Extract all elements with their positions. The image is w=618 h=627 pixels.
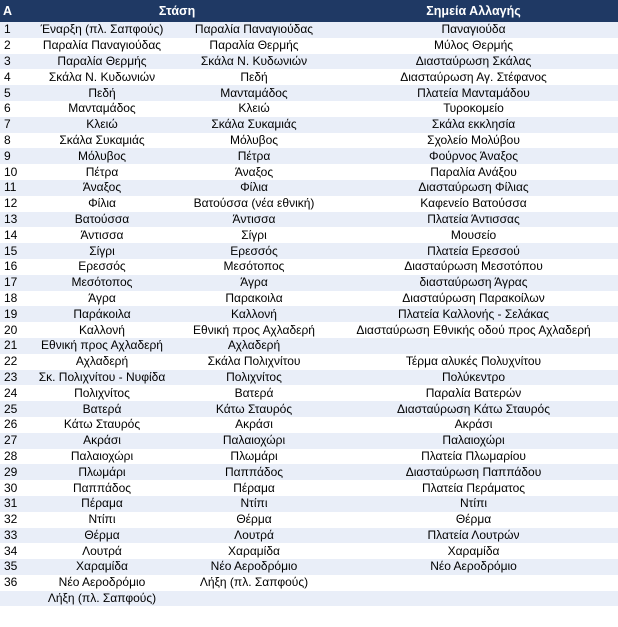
table-row (0, 543, 618, 559)
to-stop-cell[interactable] (179, 606, 329, 622)
to-stop-cell[interactable]: Κάτω Σταυρός (215, 401, 293, 416)
from-stop-cell[interactable]: Σκ. Πολιχνίτου - Νυφίδα (38, 369, 166, 384)
table-row (0, 101, 618, 117)
row-index-cell[interactable]: 24 (4, 385, 18, 400)
table-row (0, 512, 618, 528)
row-index-cell[interactable]: 16 (4, 259, 18, 274)
to-stop-cell[interactable]: Καλλονή (231, 306, 277, 321)
change-point-cell[interactable]: Ντίπι (460, 496, 488, 511)
table-row (0, 85, 618, 101)
table-row (0, 464, 618, 480)
from-stop-cell[interactable]: Πέτρα (85, 164, 119, 179)
table-row (0, 559, 618, 575)
table-row (0, 449, 618, 465)
table-row (0, 385, 618, 401)
row-index-cell[interactable]: 14 (4, 227, 18, 242)
row-index-cell[interactable]: 22 (4, 354, 18, 369)
to-stop-cell[interactable]: Πέτρα (237, 148, 271, 163)
table-row (0, 354, 618, 370)
row-index-cell[interactable]: 2 (4, 38, 11, 53)
change-point-cell[interactable]: Πλατεία Περάματος (421, 480, 526, 495)
row-index-cell[interactable]: 6 (4, 101, 11, 116)
change-point-cell[interactable]: Φούρνος Άναξος (429, 148, 519, 163)
from-stop-cell[interactable]: Μεσότοπος (71, 275, 133, 290)
to-stop-cell[interactable]: Πολιχνίτος (226, 369, 282, 384)
to-stop-cell[interactable]: Κλειώ (238, 101, 270, 116)
from-stop-cell[interactable]: Πλωμάρι (78, 464, 126, 479)
table-row (0, 243, 618, 259)
from-stop-cell[interactable]: Κάτω Σταυρός (63, 417, 141, 432)
to-stop-cell[interactable]: Βατερά (234, 385, 274, 400)
from-stop-cell[interactable]: Παραλία Παναγιούδας (42, 38, 162, 53)
row-index-cell[interactable]: 11 (4, 180, 17, 195)
row-index-cell[interactable]: 35 (4, 559, 18, 574)
to-stop-cell[interactable]: Ντίπι (240, 496, 268, 511)
from-stop-cell[interactable]: Σκάλα Συκαμιάς (59, 132, 145, 147)
row-index-cell[interactable]: 32 (4, 512, 18, 527)
change-point-cell[interactable]: Πλατεία Ερεσσού (427, 243, 520, 258)
header-stop[interactable]: Στάση (25, 0, 329, 22)
from-stop-cell[interactable]: Παραλία Θερμής (57, 53, 147, 68)
table-body (0, 22, 618, 622)
from-stop-cell[interactable]: Ακράσι (83, 433, 121, 448)
change-point-cell[interactable]: Πλατεία Άντισσας (427, 211, 520, 226)
from-stop-cell[interactable]: Εθνική προς Αχλαδερή (41, 338, 163, 353)
to-stop-cell[interactable]: Αχλαδερή (227, 338, 281, 353)
from-stop-cell[interactable]: Θέρμα (84, 527, 120, 542)
table-row (0, 196, 618, 212)
change-point-cell[interactable]: Καφενείο Βατούσσα (420, 196, 527, 211)
from-stop-cell[interactable]: Άναξος (82, 180, 122, 195)
from-stop-cell[interactable]: Μόλυβος (77, 148, 127, 163)
change-point-cell[interactable]: Χαραμίδα (447, 543, 500, 558)
change-point-cell[interactable] (329, 606, 618, 622)
from-stop-cell[interactable]: Λουτρά (82, 543, 122, 558)
row-index-cell[interactable]: 1 (4, 22, 11, 37)
change-point-cell[interactable]: Διασταύρωση Φίλιας (418, 180, 529, 195)
table-row (0, 606, 618, 622)
to-stop-cell[interactable]: Ακράσι (235, 417, 273, 432)
from-stop-cell[interactable]: Ερεσσός (78, 259, 126, 274)
table-row (0, 275, 618, 291)
change-point-cell[interactable] (329, 591, 618, 607)
row-index-cell[interactable]: 26 (4, 417, 18, 432)
table-row (0, 227, 618, 243)
to-stop-cell[interactable]: Ερεσσός (230, 243, 278, 258)
from-stop-cell[interactable]: Πεδή (88, 85, 116, 100)
to-stop-cell[interactable]: Λουτρά (234, 527, 274, 542)
row-index-cell[interactable]: 5 (4, 85, 11, 100)
row-index-cell[interactable]: 9 (4, 148, 11, 163)
header-index[interactable]: Α (0, 0, 25, 22)
change-point-cell[interactable]: Διασταύρωση Κάτω Σταυρός (397, 401, 550, 416)
from-stop-cell[interactable]: Άντισσα (80, 227, 124, 242)
from-stop-cell[interactable]: Πολιχνίτος (74, 385, 130, 400)
change-point-cell[interactable]: Νέο Αεροδρόμιο (430, 559, 517, 574)
change-point-cell[interactable] (329, 575, 618, 591)
row-index-cell[interactable]: 4 (4, 69, 11, 84)
table-row (0, 370, 618, 386)
table-row (0, 69, 618, 85)
table-row (0, 591, 618, 607)
from-stop-cell[interactable]: Αχλαδερή (75, 354, 129, 369)
to-stop-cell[interactable]: Παραλία Θερμής (209, 38, 299, 53)
to-stop-cell[interactable]: Εθνική προς Αχλαδερή (193, 322, 315, 337)
row-index-cell[interactable]: 18 (4, 290, 18, 305)
to-stop-cell[interactable]: Σίγρι (241, 227, 267, 242)
row-index-cell[interactable]: 27 (4, 433, 18, 448)
change-point-cell[interactable]: Διασταύρωση Παππάδου (405, 464, 542, 479)
table-row (0, 54, 618, 70)
to-stop-cell[interactable]: Βατούσσα (νέα εθνική) (193, 196, 315, 211)
change-point-cell[interactable]: Μύλος Θερμής (433, 38, 514, 53)
row-index-cell[interactable]: 36 (4, 575, 18, 590)
to-stop-cell[interactable]: Παππάδος (224, 464, 284, 479)
table-row (0, 212, 618, 228)
row-index-cell[interactable]: 21 (4, 338, 18, 353)
to-stop-cell[interactable]: Άναξος (234, 164, 274, 179)
from-stop-cell[interactable]: Βατούσσα (74, 211, 130, 226)
to-stop-cell[interactable]: Σκάλα Ν. Κυδωνιών (200, 53, 308, 68)
row-index-cell[interactable]: 20 (4, 322, 18, 337)
from-stop-cell[interactable]: Παλαιοχώρι (70, 448, 134, 463)
from-stop-cell[interactable]: Βατερά (82, 401, 122, 416)
change-point-cell[interactable]: Ακράσι (454, 417, 493, 432)
to-stop-cell[interactable]: Θέρμα (236, 512, 272, 527)
change-point-cell[interactable]: διασταύρωση Άγρας (419, 275, 528, 290)
row-index-cell[interactable]: 28 (4, 448, 18, 463)
row-index-cell[interactable]: 10 (4, 164, 18, 179)
row-index-cell[interactable]: 15 (4, 243, 18, 258)
row-index-cell[interactable]: 25 (4, 401, 18, 416)
to-stop-cell[interactable]: Λήξη (πλ. Σαπφούς) (199, 575, 309, 590)
table-row (0, 164, 618, 180)
change-point-cell[interactable]: Πλατεία Λουτρών (427, 527, 520, 542)
row-index-cell[interactable]: 8 (4, 132, 11, 147)
from-stop-cell[interactable]: Σίγρι (89, 243, 115, 258)
from-stop-cell[interactable]: Χαραμίδα (76, 559, 128, 574)
row-index-cell[interactable]: 31 (4, 496, 18, 511)
from-stop-cell[interactable]: Μανταμάδος (68, 101, 136, 116)
change-point-cell[interactable]: Σκάλα εκκλησία (431, 117, 516, 132)
row-index-cell[interactable]: 19 (4, 306, 18, 321)
table-row (0, 401, 618, 417)
from-stop-cell[interactable] (25, 606, 179, 622)
table-row (0, 528, 618, 544)
change-point-cell[interactable]: Παραλία Βατερών (425, 385, 522, 400)
from-stop-cell[interactable]: Άγρα (88, 290, 116, 305)
row-index-cell[interactable]: 13 (4, 211, 18, 226)
change-point-cell[interactable]: Τέρμα αλυκές Πολυχνίτου (405, 354, 542, 369)
table-row (0, 433, 618, 449)
row-index-cell[interactable]: 3 (4, 53, 11, 68)
header-change-points[interactable]: Σημεία Αλλαγής (329, 0, 618, 22)
row-index-cell[interactable]: 34 (4, 543, 18, 558)
table-row (0, 575, 618, 591)
change-point-cell[interactable]: Παλαιοχώρι (442, 433, 505, 448)
row-index-cell[interactable]: 29 (4, 464, 18, 479)
to-stop-cell[interactable]: Χαραμίδα (228, 543, 280, 558)
to-stop-cell[interactable] (179, 591, 329, 607)
from-stop-cell[interactable]: Νέο Αεροδρόμιο (58, 575, 146, 590)
change-point-cell[interactable]: Διασταύρωση Παρακοίλων (402, 290, 545, 305)
row-index-cell[interactable]: 33 (4, 527, 18, 542)
from-stop-cell[interactable]: Παππάδος (72, 480, 132, 495)
change-point-cell[interactable]: Διασταύρωση Μεσοτόπου (404, 259, 543, 274)
table-row (0, 180, 618, 196)
from-stop-cell[interactable]: Φίλια (88, 196, 116, 211)
row-index-cell[interactable]: 12 (4, 196, 18, 211)
row-index-cell[interactable]: 7 (4, 117, 11, 132)
table-row (0, 148, 618, 164)
change-point-cell[interactable]: Τυροκομείο (443, 101, 504, 116)
from-stop-cell[interactable]: Παράκοιλα (73, 306, 131, 321)
table-row (0, 133, 618, 149)
table-row (0, 417, 618, 433)
from-stop-cell[interactable]: Πέραμα (81, 496, 123, 511)
change-point-cell[interactable]: Διασταύρωση Σκάλας (415, 53, 532, 68)
change-point-cell[interactable]: Παραλία Ανάξου (430, 164, 517, 179)
table-row (0, 259, 618, 275)
table-row (0, 117, 618, 133)
table-row (0, 291, 618, 307)
to-stop-cell[interactable]: Σκάλα Πολιχνίτου (207, 354, 301, 369)
table-row (0, 496, 618, 512)
to-stop-cell[interactable]: Μανταμάδος (220, 85, 288, 100)
from-stop-cell[interactable]: Έναρξη (πλ. Σαπφούς) (40, 22, 164, 37)
row-index-cell[interactable]: 17 (4, 275, 18, 290)
change-point-cell[interactable]: Διασταύρωση Αγ. Στέφανος (400, 69, 547, 84)
to-stop-cell[interactable]: Πλωμάρι (230, 448, 278, 463)
to-stop-cell[interactable]: Πέραμα (233, 480, 275, 495)
table-row (0, 22, 618, 38)
to-stop-cell[interactable]: Παλαιοχώρι (222, 433, 286, 448)
change-point-cell[interactable]: Πολύκεντρο (442, 369, 505, 384)
change-point-cell[interactable]: Μουσείο (450, 227, 497, 242)
from-stop-cell[interactable]: Ντίπι (88, 512, 116, 527)
from-stop-cell[interactable]: Λήξη (πλ. Σαπφούς) (47, 591, 157, 606)
from-stop-cell[interactable]: Καλλονή (79, 322, 125, 337)
to-stop-cell[interactable]: Μεσότοπος (223, 259, 285, 274)
to-stop-cell[interactable]: Παραλία Παναγιούδας (194, 22, 314, 37)
from-stop-cell[interactable]: Κλειώ (86, 117, 118, 132)
to-stop-cell[interactable]: Νέο Αεροδρόμιο (210, 559, 298, 574)
change-point-cell[interactable] (329, 338, 618, 354)
table-row (0, 306, 618, 322)
row-index-cell[interactable] (0, 606, 25, 622)
to-stop-cell[interactable]: Άντισσα (232, 211, 276, 226)
change-point-cell[interactable]: Πλατεία Καλλονής - Σελάκας (398, 306, 549, 321)
row-index-cell[interactable]: 30 (4, 480, 18, 495)
row-index-cell[interactable]: 23 (4, 369, 18, 384)
change-point-cell[interactable]: Διασταύρωση Εθνικής οδού προς Αχλαδερή (356, 322, 591, 337)
from-stop-cell[interactable]: Σκάλα Ν. Κυδωνιών (48, 69, 156, 84)
to-stop-cell[interactable]: Φίλια (240, 180, 268, 195)
table-row (0, 38, 618, 54)
change-point-cell[interactable]: Σχολείο Μολύβου (427, 132, 520, 147)
to-stop-cell[interactable]: Άγρα (240, 275, 268, 290)
table-row (0, 322, 618, 338)
header-row (0, 0, 618, 22)
to-stop-cell[interactable]: Πεδή (240, 69, 268, 84)
to-stop-cell[interactable]: Σκάλα Συκαμιάς (211, 117, 297, 132)
row-index-cell[interactable] (0, 591, 25, 607)
to-stop-cell[interactable]: Παρακοιλα (225, 290, 283, 305)
change-point-cell[interactable]: Πλατεία Πλωμαρίου (421, 448, 526, 463)
change-point-cell[interactable]: Παναγιούδα (441, 22, 506, 37)
to-stop-cell[interactable]: Μόλυβος (229, 132, 279, 147)
table-row (0, 338, 618, 354)
table-row (0, 480, 618, 496)
change-point-cell[interactable]: Θέρμα (455, 512, 492, 527)
change-point-cell[interactable]: Πλατεία Μανταμάδου (417, 85, 530, 100)
